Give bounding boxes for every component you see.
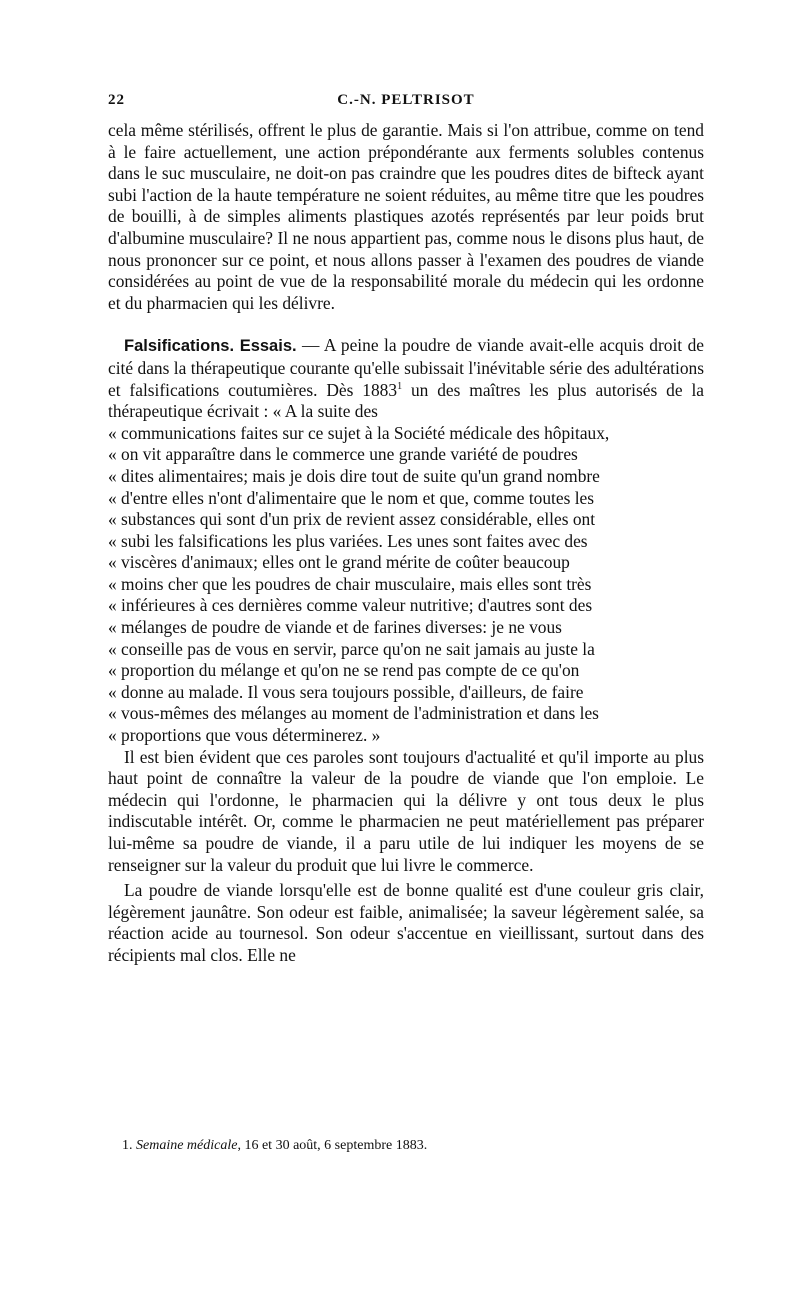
quote-line: « dites alimentaires; mais je dois dire tout de suite qu'un grand nombre	[108, 465, 600, 486]
footnote-marker: 1.	[122, 1138, 133, 1153]
section-gap	[108, 314, 704, 335]
quote-line: « communications faites sur ce sujet à la Société médicale des hôpitaux,	[108, 422, 610, 443]
paragraph-falsifications	[108, 335, 704, 422]
quote-line: « proportion du mélange et qu'on ne se rend pas compte de ce qu'on	[108, 660, 580, 681]
paragraph-1-text: cela même stérilisés, offrent le plus de garantie. Mais si l'on attribue, comme on tend à le faire actuellement, une action prépondérante aux ferments solubles contenus dans le suc musculaire, ne doit-on pas craindre que les poudres dites de bifteck ayant subi l'action de la haute température ne soient réduites, au même titre que les poudres de bouilli, à de simples aliments plastiques azotés représentés par leur poids brut d'albumine musculaire? Il ne nous appartient pas, comme nous le disons plus haut, de nous prononcer sur ce point, et nous allons passer à l'examen des poudres de viande considérées au point de vue de la responsabilité morale du médecin qui les ordonne et du pharmacien qui les délivre.	[108, 120, 704, 313]
section-heading: Falsifications. Essais.	[124, 337, 297, 356]
quote-line: « donne au malade. Il vous sera toujours possible, d'ailleurs, de faire	[108, 681, 584, 702]
quote-line: « subi les falsifications les plus variées. Les unes sont faites avec des	[108, 530, 588, 551]
quote-line: « substances qui sont d'un prix de revient assez considérable, elles ont	[108, 509, 596, 530]
running-title: C.-N. PELTRISOT	[337, 92, 475, 108]
page-header	[108, 92, 704, 114]
quote-line: « proportions que vous déterminerez. »	[108, 725, 381, 746]
footnote-ref: 1	[397, 380, 403, 392]
footnote	[122, 1137, 702, 1155]
paragraph-3	[108, 747, 704, 877]
paragraph-2-text-b: un des maîtres les plus autorisés de la thérapeutique écrivait : « A la suite des	[108, 379, 704, 422]
footnote-dates: , 16 et 30 août, 6 septembre 1883.	[237, 1138, 428, 1153]
footnote-source: Semaine médicale	[136, 1138, 238, 1153]
paragraph-3-text: Il est bien évident que ces paroles sont toujours d'actualité et qu'il importe au plus haut point de connaître la valeur de la poudre de viande que l'on emploie. Le médecin qui l'ordonne, le pharmacien qui la délivre y ont tous deux le plus indiscutable intérêt. Or, comme le pharmacien ne peut matériellement pas préparer lui-même sa poudre de viande, il a paru utile de lui indiquer les moyens de se renseigner sur la valeur du produit que lui livre le commerce.	[108, 746, 704, 875]
quotation-block	[108, 423, 704, 747]
quote-line: « conseille pas de vous en servir, parce qu'on ne sait jamais au juste la	[108, 638, 595, 659]
page-body	[108, 120, 704, 967]
page-number: 22	[108, 92, 125, 108]
quote-line: « viscères d'animaux; elles ont le grand mérite de coûter beaucoup	[108, 552, 570, 573]
paragraph-4	[108, 880, 704, 966]
paragraph-2-text-a: — A peine la poudre de viande avait-elle acquis droit de cité dans la thérapeutique courante qu'elle subissait l'inévitable série des adultérations et falsifications coutumières. Dès 1883	[108, 335, 704, 400]
quote-line: « d'entre elles n'ont d'alimentaire que le nom et que, comme toutes les	[108, 487, 595, 508]
quote-line: « vous-mêmes des mélanges au moment de l'administration et dans les	[108, 703, 599, 724]
quote-line: « moins cher que les poudres de chair musculaire, mais elles sont très	[108, 573, 592, 594]
paragraph-4-text: La poudre de viande lorsqu'elle est de bonne qualité est d'une couleur gris clair, légèrement jaunâtre. Son odeur est faible, animalisée; la saveur légèrement salée, sa réaction acide au tournesol. Son odeur s'accentue en vieillissant, surtout dans des récipients mal clos. Elle ne	[108, 880, 704, 965]
quote-line: « inférieures à ces dernières comme valeur nutritive; d'autres sont des	[108, 595, 593, 616]
quote-line: « mélanges de poudre de viande et de farines diverses: je ne vous	[108, 617, 562, 638]
paragraph-1	[108, 120, 704, 314]
quote-line: « on vit apparaître dans le commerce une grande variété de poudres	[108, 444, 578, 465]
